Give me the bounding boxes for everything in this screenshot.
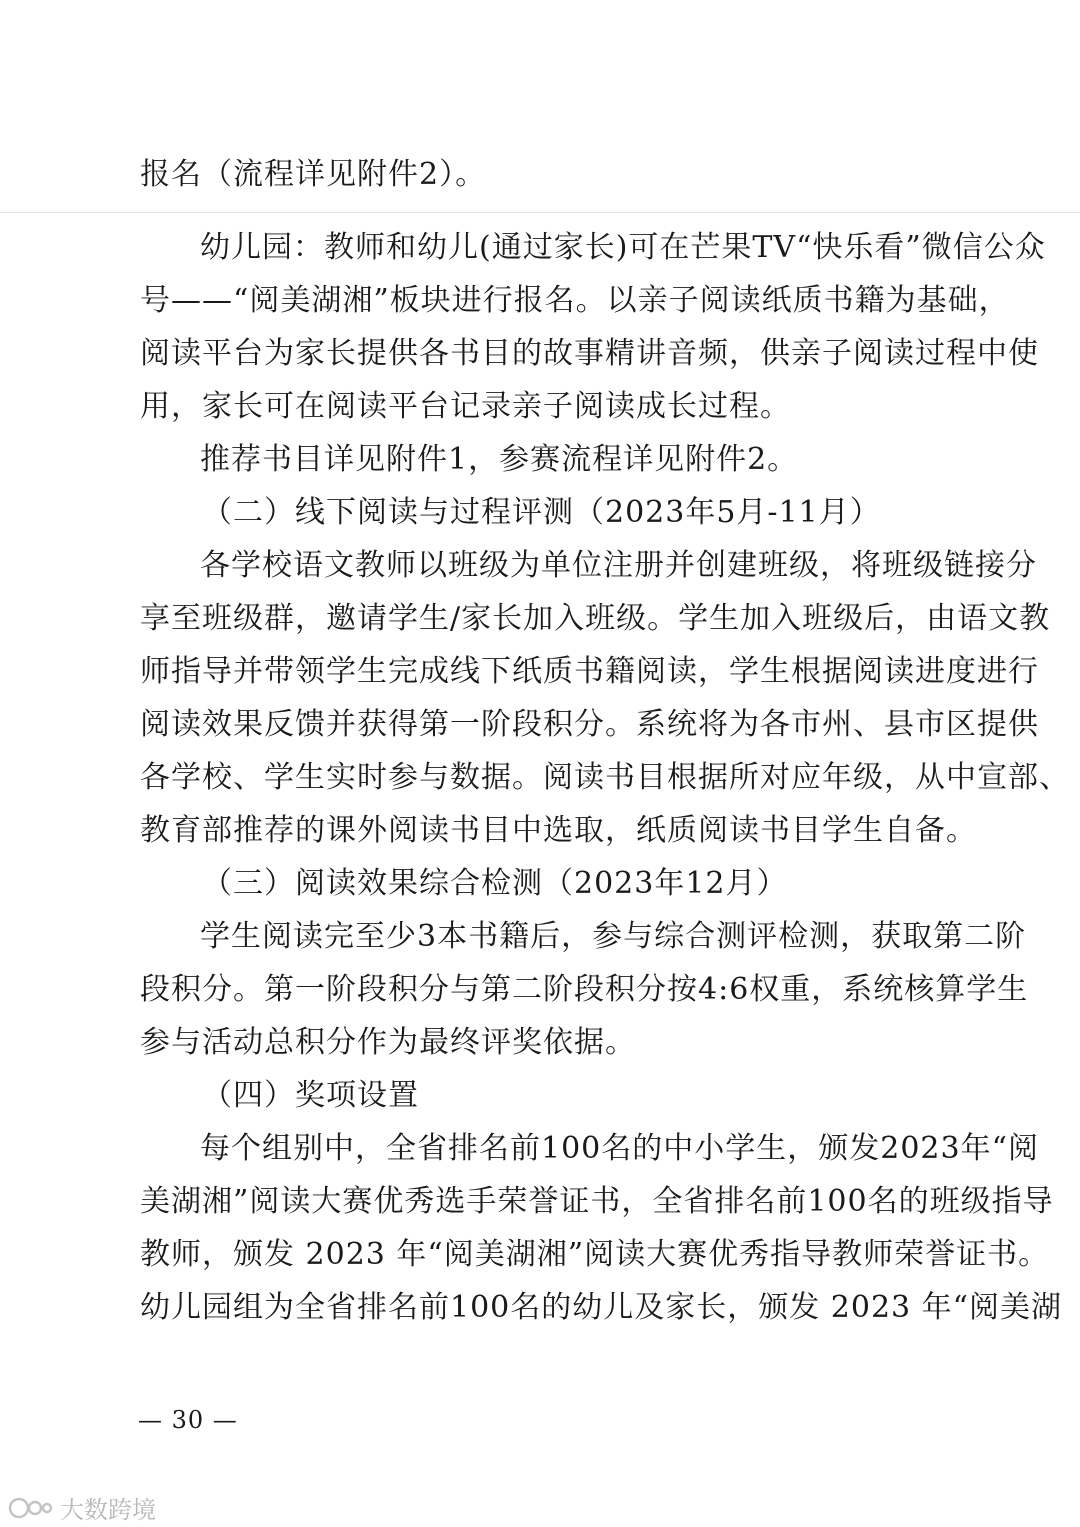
text-line: 美湖湘”阅读大赛优秀选手荣誉证书，全省排名前100名的班级指导 bbox=[140, 1184, 1054, 1219]
section-heading: （二）线下阅读与过程评测（2023年5月-11月） bbox=[202, 495, 881, 530]
body-text-main bbox=[140, 221, 1070, 1334]
text-line: 教育部推荐的课外阅读书目中选取，纸质阅读书目学生自备。 bbox=[140, 813, 977, 848]
text-line: 参与活动总积分作为最终评奖依据。 bbox=[140, 1025, 636, 1060]
text-line: 各学校语文教师以班级为单位注册并创建班级，将班级链接分 bbox=[200, 548, 1037, 583]
text-line: 阅读效果反馈并获得第一阶段积分。系统将为各市州、县市区提供 bbox=[140, 707, 1039, 742]
text-line: 推荐书目详见附件1，参赛流程详见附件2。 bbox=[200, 442, 799, 477]
brand-logo-icon bbox=[8, 1496, 54, 1520]
text-line: 阅读平台为家长提供各书目的故事精讲音频，供亲子阅读过程中使 bbox=[140, 336, 1039, 371]
text-line: 段积分。第一阶段积分与第二阶段积分按4:6权重，系统核算学生 bbox=[140, 972, 1029, 1007]
section-heading: （三）阅读效果综合检测（2023年12月） bbox=[202, 866, 788, 901]
body-text-top bbox=[140, 148, 952, 201]
text-line: 每个组别中，全省排名前100名的中小学生，颁发2023年“阅 bbox=[200, 1131, 1039, 1166]
watermark-text: 大数跨境 bbox=[60, 1496, 156, 1524]
page-number: — 30 — bbox=[138, 1406, 238, 1434]
watermark bbox=[8, 1490, 156, 1525]
text-line: 用，家长可在阅读平台记录亲子阅读成长过程。 bbox=[140, 389, 791, 424]
text-line: 幼儿园：教师和幼儿(通过家长)可在芒果TV“快乐看”微信公众 bbox=[200, 230, 1046, 265]
page-fold-line bbox=[0, 212, 1080, 213]
section-heading: （四）奖项设置 bbox=[202, 1078, 419, 1113]
text-line: 教师，颁发 2023 年“阅美湖湘”阅读大赛优秀指导教师荣誉证书。 bbox=[140, 1237, 1050, 1272]
text-line: 报名（流程详见附件2）。 bbox=[140, 157, 487, 192]
text-line: 号——“阅美湖湘”板块进行报名。以亲子阅读纸质书籍为基础， bbox=[140, 283, 1010, 318]
text-line: 各学校、学生实时参与数据。阅读书目根据所对应年级，从中宣部、 bbox=[140, 760, 1070, 795]
text-line: 学生阅读完至少3本书籍后，参与综合测评检测，获取第二阶 bbox=[200, 919, 1027, 954]
text-line: 享至班级群，邀请学生/家长加入班级。学生加入班级后，由语文教 bbox=[140, 601, 1051, 636]
text-line: 师指导并带领学生完成线下纸质书籍阅读，学生根据阅读进度进行 bbox=[140, 654, 1039, 689]
text-line: 幼儿园组为全省排名前100名的幼儿及家长，颁发 2023 年“阅美湖 bbox=[140, 1290, 1063, 1325]
